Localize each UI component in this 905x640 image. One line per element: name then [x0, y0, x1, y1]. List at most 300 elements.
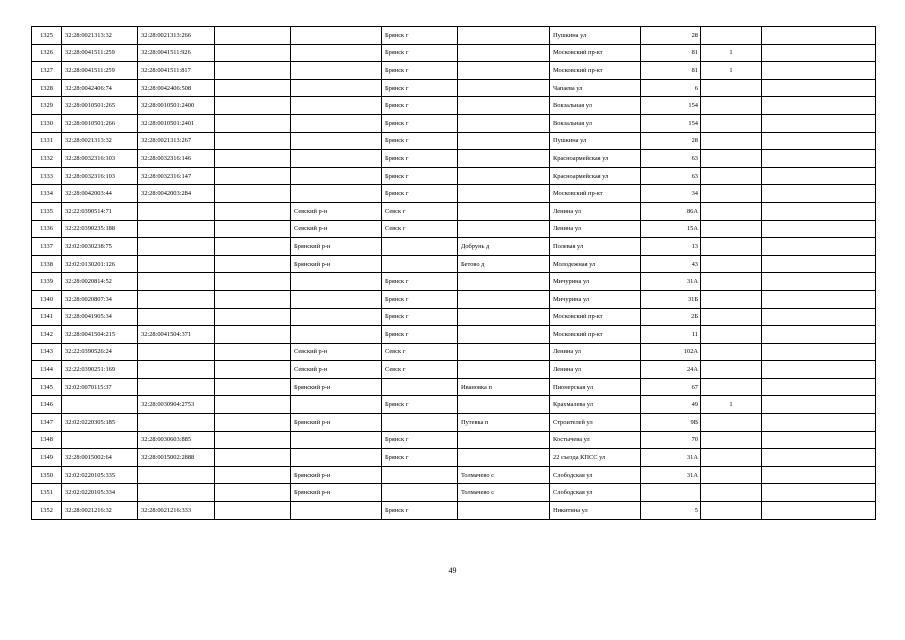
cell-street: Московский пр-кт: [550, 62, 641, 80]
cell-house-number: 49: [641, 396, 701, 414]
cell-notes-column: [762, 396, 876, 414]
cell-row-number: 1329: [32, 97, 62, 115]
cell-house-number: 102А: [641, 343, 701, 361]
cell-flag-column: [701, 290, 762, 308]
cell-district: [291, 326, 382, 344]
cell-district: [291, 185, 382, 203]
cell-cadastral-number-land: 32:28:0041511:259: [62, 62, 138, 80]
cell-cadastral-number-land: [62, 396, 138, 414]
cell-city: [382, 255, 458, 273]
cell-row-number: 1330: [32, 114, 62, 132]
cell-column-4: [215, 378, 291, 396]
cell-cadastral-number-land: [62, 431, 138, 449]
cell-cadastral-number-object: [138, 484, 215, 502]
cell-notes-column: [762, 449, 876, 467]
cell-cadastral-number-land: 32:28:0010501:265: [62, 97, 138, 115]
cell-settlement: [458, 449, 550, 467]
cell-flag-column: [701, 79, 762, 97]
table-row: [32, 273, 876, 291]
cell-notes-column: [762, 378, 876, 396]
cell-cadastral-number-object: [138, 273, 215, 291]
cell-city: Брянск г: [382, 167, 458, 185]
cell-house-number: 81: [641, 44, 701, 62]
cell-notes-column: [762, 414, 876, 432]
cell-cadastral-number-land: 32:22:0390514:71: [62, 202, 138, 220]
cell-column-4: [215, 44, 291, 62]
cell-district: [291, 502, 382, 520]
cell-street: Ленина ул: [550, 343, 641, 361]
cell-city: Севск г: [382, 361, 458, 379]
cell-cadastral-number-land: 32:22:0390251:169: [62, 361, 138, 379]
cell-flag-column: [701, 449, 762, 467]
cell-street: Мичурина ул: [550, 273, 641, 291]
cell-cadastral-number-object: 32:28:0030904:2753: [138, 396, 215, 414]
cell-district: [291, 79, 382, 97]
cell-row-number: 1325: [32, 27, 62, 45]
cell-column-4: [215, 484, 291, 502]
cell-district: [291, 62, 382, 80]
cell-street: Чапаева ул: [550, 79, 641, 97]
cell-flag-column: [701, 97, 762, 115]
cell-cadastral-number-land: 32:22:0390526:24: [62, 343, 138, 361]
cell-city: Севск г: [382, 343, 458, 361]
cell-district: Севский р-н: [291, 361, 382, 379]
table-row: [32, 484, 876, 502]
cell-notes-column: [762, 185, 876, 203]
cell-settlement: [458, 79, 550, 97]
cell-cadastral-number-land: 32:28:0041504:215: [62, 326, 138, 344]
cell-flag-column: [701, 150, 762, 168]
cell-cadastral-number-object: 32:28:0042406:508: [138, 79, 215, 97]
cell-house-number: 9В: [641, 414, 701, 432]
cell-district: Брянский р-н: [291, 414, 382, 432]
cell-cadastral-number-object: 32:28:0041511:926: [138, 44, 215, 62]
cell-cadastral-number-land: 32:02:0220105:335: [62, 466, 138, 484]
cell-city: [382, 238, 458, 256]
cell-flag-column: [701, 238, 762, 256]
cell-district: [291, 273, 382, 291]
table-row: [32, 150, 876, 168]
cell-street: Ленина ул: [550, 202, 641, 220]
table-row: [32, 202, 876, 220]
table-row: [32, 361, 876, 379]
cell-cadastral-number-land: 32:28:0020814:52: [62, 273, 138, 291]
cell-city: Брянск г: [382, 114, 458, 132]
cell-cadastral-number-object: 32:28:0015002:2888: [138, 449, 215, 467]
cell-cadastral-number-object: 32:28:0042003:284: [138, 185, 215, 203]
cell-column-4: [215, 449, 291, 467]
cell-house-number: 28: [641, 132, 701, 150]
cell-column-4: [215, 431, 291, 449]
cell-settlement: Толмачево с: [458, 466, 550, 484]
cell-cadastral-number-land: 32:28:0032316:103: [62, 150, 138, 168]
cell-notes-column: [762, 132, 876, 150]
cell-flag-column: [701, 431, 762, 449]
cell-cadastral-number-land: 32:28:0020807:34: [62, 290, 138, 308]
cell-street: Слободская ул: [550, 466, 641, 484]
table-row: [32, 396, 876, 414]
cell-flag-column: 1: [701, 62, 762, 80]
cell-settlement: [458, 361, 550, 379]
table-row: [32, 378, 876, 396]
table-row: [32, 114, 876, 132]
cell-cadastral-number-object: 32:28:0021216:333: [138, 502, 215, 520]
cell-flag-column: [701, 220, 762, 238]
cell-house-number: 31А: [641, 449, 701, 467]
table-row: [32, 132, 876, 150]
cell-column-4: [215, 79, 291, 97]
cell-house-number: 154: [641, 114, 701, 132]
cell-city: Брянск г: [382, 396, 458, 414]
cell-settlement: [458, 343, 550, 361]
cell-flag-column: [701, 378, 762, 396]
cell-cadastral-number-land: 32:28:0015002:64: [62, 449, 138, 467]
cell-house-number: 63: [641, 167, 701, 185]
cell-city: Брянск г: [382, 97, 458, 115]
cell-city: Брянск г: [382, 27, 458, 45]
cell-notes-column: [762, 502, 876, 520]
cell-column-4: [215, 308, 291, 326]
cell-row-number: 1339: [32, 273, 62, 291]
cell-house-number: 6: [641, 79, 701, 97]
cell-street: Ленина ул: [550, 220, 641, 238]
cell-notes-column: [762, 202, 876, 220]
cell-district: [291, 97, 382, 115]
cell-house-number: 154: [641, 97, 701, 115]
cell-flag-column: [701, 361, 762, 379]
cell-cadastral-number-object: [138, 255, 215, 273]
cell-street: Красноармейская ул: [550, 167, 641, 185]
cell-flag-column: [701, 273, 762, 291]
cell-cadastral-number-object: [138, 220, 215, 238]
cell-flag-column: 1: [701, 44, 762, 62]
cell-cadastral-number-object: 32:28:0032316:146: [138, 150, 215, 168]
cell-cadastral-number-land: 32:28:0021216:32: [62, 502, 138, 520]
cell-city: [382, 466, 458, 484]
cell-column-4: [215, 27, 291, 45]
table-row: [32, 343, 876, 361]
cell-cadastral-number-land: 32:02:0220105:334: [62, 484, 138, 502]
cell-column-4: [215, 290, 291, 308]
table-row: [32, 44, 876, 62]
table-row: [32, 290, 876, 308]
cell-house-number: 86А: [641, 202, 701, 220]
cell-notes-column: [762, 220, 876, 238]
cell-notes-column: [762, 150, 876, 168]
cell-district: [291, 308, 382, 326]
cell-cadastral-number-object: [138, 378, 215, 396]
cell-column-4: [215, 167, 291, 185]
cell-notes-column: [762, 97, 876, 115]
cell-cadastral-number-object: 32:28:0032316:147: [138, 167, 215, 185]
cell-district: Брянский р-н: [291, 238, 382, 256]
cell-house-number: 63: [641, 150, 701, 168]
cell-house-number: 24А: [641, 361, 701, 379]
cell-flag-column: [701, 27, 762, 45]
cell-row-number: 1352: [32, 502, 62, 520]
cell-row-number: 1351: [32, 484, 62, 502]
cell-cadastral-number-object: 32:28:0041511:817: [138, 62, 215, 80]
cell-notes-column: [762, 466, 876, 484]
cell-row-number: 1331: [32, 132, 62, 150]
cell-column-4: [215, 150, 291, 168]
table-row: [32, 502, 876, 520]
cell-notes-column: [762, 238, 876, 256]
cell-street: Слободская ул: [550, 484, 641, 502]
cell-city: [382, 378, 458, 396]
cell-district: [291, 132, 382, 150]
cell-settlement: [458, 502, 550, 520]
cell-row-number: 1333: [32, 167, 62, 185]
cell-district: [291, 396, 382, 414]
cell-cadastral-number-object: 32:28:0021313:267: [138, 132, 215, 150]
cell-column-4: [215, 414, 291, 432]
cell-settlement: Бетово д: [458, 255, 550, 273]
cell-city: Брянск г: [382, 44, 458, 62]
table-row: [32, 79, 876, 97]
cell-district: Севский р-н: [291, 220, 382, 238]
cell-row-number: 1328: [32, 79, 62, 97]
cell-settlement: [458, 290, 550, 308]
cell-column-4: [215, 202, 291, 220]
cell-settlement: [458, 396, 550, 414]
cell-row-number: 1340: [32, 290, 62, 308]
cell-column-4: [215, 97, 291, 115]
cell-cadastral-number-object: 32:28:0041504:371: [138, 326, 215, 344]
cell-notes-column: [762, 484, 876, 502]
cell-flag-column: [701, 343, 762, 361]
cell-street: Вокзальная ул: [550, 114, 641, 132]
cell-cadastral-number-land: 32:28:0042003:44: [62, 185, 138, 203]
cell-cadastral-number-land: 32:28:0042406:74: [62, 79, 138, 97]
cell-city: Брянск г: [382, 273, 458, 291]
cell-row-number: 1348: [32, 431, 62, 449]
table-row: [32, 449, 876, 467]
table-row: [32, 238, 876, 256]
cell-district: [291, 167, 382, 185]
table-row: [32, 27, 876, 45]
cell-cadastral-number-object: 32:28:0021313:266: [138, 27, 215, 45]
cell-street: 22 съезда КПСС ул: [550, 449, 641, 467]
cell-settlement: [458, 27, 550, 45]
cell-notes-column: [762, 167, 876, 185]
cell-column-4: [215, 466, 291, 484]
cell-city: Брянск г: [382, 132, 458, 150]
cell-settlement: Путевка п: [458, 414, 550, 432]
cell-cadastral-number-object: [138, 361, 215, 379]
cell-city: [382, 414, 458, 432]
cell-house-number: 67: [641, 378, 701, 396]
cell-house-number: 13: [641, 238, 701, 256]
cell-flag-column: [701, 114, 762, 132]
cell-city: Севск г: [382, 202, 458, 220]
cell-district: Севский р-н: [291, 343, 382, 361]
cell-cadastral-number-land: 32:28:0032316:103: [62, 167, 138, 185]
table-row: [32, 167, 876, 185]
cell-row-number: 1338: [32, 255, 62, 273]
page-number: 49: [448, 566, 457, 575]
cell-flag-column: [701, 484, 762, 502]
cell-cadastral-number-object: 32:28:0010501:2401: [138, 114, 215, 132]
cell-street: Строителей ул: [550, 414, 641, 432]
register-table: [31, 26, 876, 520]
cell-city: Брянск г: [382, 449, 458, 467]
cell-row-number: 1347: [32, 414, 62, 432]
cell-column-4: [215, 343, 291, 361]
cell-column-4: [215, 238, 291, 256]
cell-row-number: 1342: [32, 326, 62, 344]
cell-notes-column: [762, 62, 876, 80]
cell-flag-column: [701, 202, 762, 220]
cell-notes-column: [762, 255, 876, 273]
cell-street: Вокзальная ул: [550, 97, 641, 115]
cell-street: Полевая ул: [550, 238, 641, 256]
cell-row-number: 1343: [32, 343, 62, 361]
cell-house-number: 5: [641, 502, 701, 520]
table-body: [32, 27, 876, 520]
cell-column-4: [215, 273, 291, 291]
cell-cadastral-number-land: 32:28:0041905:34: [62, 308, 138, 326]
cell-column-4: [215, 502, 291, 520]
cell-row-number: 1335: [32, 202, 62, 220]
cell-street: Красноармейская ул: [550, 150, 641, 168]
cell-cadastral-number-object: 32:28:0030603:885: [138, 431, 215, 449]
cell-flag-column: [701, 502, 762, 520]
cell-district: Брянский р-н: [291, 484, 382, 502]
cell-notes-column: [762, 308, 876, 326]
cell-city: Брянск г: [382, 150, 458, 168]
table-row: [32, 220, 876, 238]
cell-house-number: 31А: [641, 273, 701, 291]
cell-settlement: [458, 273, 550, 291]
table-row: [32, 431, 876, 449]
cell-house-number: [641, 484, 701, 502]
cell-cadastral-number-object: [138, 290, 215, 308]
cell-district: Брянский р-н: [291, 255, 382, 273]
cell-city: [382, 484, 458, 502]
cell-row-number: 1326: [32, 44, 62, 62]
cell-column-4: [215, 132, 291, 150]
cell-cadastral-number-land: 32:02:0070115:37: [62, 378, 138, 396]
table-row: [32, 97, 876, 115]
cell-cadastral-number-object: [138, 238, 215, 256]
table-row: [32, 62, 876, 80]
table-row: [32, 255, 876, 273]
cell-house-number: 31Б: [641, 290, 701, 308]
cell-notes-column: [762, 273, 876, 291]
table-row: [32, 308, 876, 326]
cell-cadastral-number-object: 32:28:0010501:2400: [138, 97, 215, 115]
cell-settlement: [458, 220, 550, 238]
cell-column-4: [215, 396, 291, 414]
cell-row-number: 1334: [32, 185, 62, 203]
cell-row-number: 1332: [32, 150, 62, 168]
cell-street: Московский пр-кт: [550, 185, 641, 203]
cell-cadastral-number-land: 32:28:0021313:32: [62, 27, 138, 45]
cell-flag-column: [701, 132, 762, 150]
cell-row-number: 1341: [32, 308, 62, 326]
cell-notes-column: [762, 326, 876, 344]
cell-row-number: 1345: [32, 378, 62, 396]
table-row: [32, 326, 876, 344]
cell-cadastral-number-land: 32:28:0021313:32: [62, 132, 138, 150]
cell-cadastral-number-land: 32:28:0041511:259: [62, 44, 138, 62]
cell-city: Брянск г: [382, 308, 458, 326]
cell-street: Пушкина ул: [550, 27, 641, 45]
cell-flag-column: [701, 185, 762, 203]
cell-settlement: [458, 132, 550, 150]
cell-row-number: 1336: [32, 220, 62, 238]
cell-row-number: 1327: [32, 62, 62, 80]
cell-row-number: 1350: [32, 466, 62, 484]
cell-city: Брянск г: [382, 502, 458, 520]
cell-flag-column: [701, 255, 762, 273]
cell-district: Севский р-н: [291, 202, 382, 220]
cell-cadastral-number-land: 32:02:0220305:185: [62, 414, 138, 432]
cell-district: [291, 44, 382, 62]
cell-district: [291, 27, 382, 45]
cell-settlement: [458, 185, 550, 203]
cell-row-number: 1344: [32, 361, 62, 379]
cell-settlement: Толмачево с: [458, 484, 550, 502]
cell-settlement: [458, 114, 550, 132]
cell-cadastral-number-object: [138, 202, 215, 220]
cell-flag-column: [701, 308, 762, 326]
cell-settlement: [458, 44, 550, 62]
cell-flag-column: [701, 326, 762, 344]
cell-settlement: [458, 308, 550, 326]
cell-house-number: 81: [641, 62, 701, 80]
cell-house-number: 11: [641, 326, 701, 344]
cell-column-4: [215, 361, 291, 379]
cell-cadastral-number-object: [138, 466, 215, 484]
cell-street: Никитина ул: [550, 502, 641, 520]
cell-cadastral-number-land: 32:02:0030238:75: [62, 238, 138, 256]
cell-flag-column: 1: [701, 396, 762, 414]
table-row: [32, 466, 876, 484]
cell-street: Пушкина ул: [550, 132, 641, 150]
cell-cadastral-number-land: 32:22:0390235:188: [62, 220, 138, 238]
cell-settlement: [458, 150, 550, 168]
cell-house-number: 34: [641, 185, 701, 203]
cell-row-number: 1349: [32, 449, 62, 467]
cell-cadastral-number-land: 32:02:0130201:126: [62, 255, 138, 273]
cell-column-4: [215, 62, 291, 80]
cell-district: [291, 290, 382, 308]
cell-city: Брянск г: [382, 431, 458, 449]
cell-notes-column: [762, 27, 876, 45]
cell-district: [291, 431, 382, 449]
cell-street: Московский пр-кт: [550, 326, 641, 344]
cell-settlement: [458, 97, 550, 115]
cell-cadastral-number-object: [138, 343, 215, 361]
cell-city: Брянск г: [382, 290, 458, 308]
cell-row-number: 1337: [32, 238, 62, 256]
cell-house-number: 28: [641, 27, 701, 45]
cell-district: Брянский р-н: [291, 466, 382, 484]
cell-settlement: [458, 62, 550, 80]
cell-settlement: [458, 431, 550, 449]
cell-cadastral-number-object: [138, 308, 215, 326]
cell-street: Московский пр-кт: [550, 308, 641, 326]
cell-street: Ленина ул: [550, 361, 641, 379]
cell-column-4: [215, 326, 291, 344]
table-row: [32, 185, 876, 203]
cell-street: Пионерская ул: [550, 378, 641, 396]
cell-house-number: 70: [641, 431, 701, 449]
cell-flag-column: [701, 167, 762, 185]
cell-district: Брянский р-н: [291, 378, 382, 396]
